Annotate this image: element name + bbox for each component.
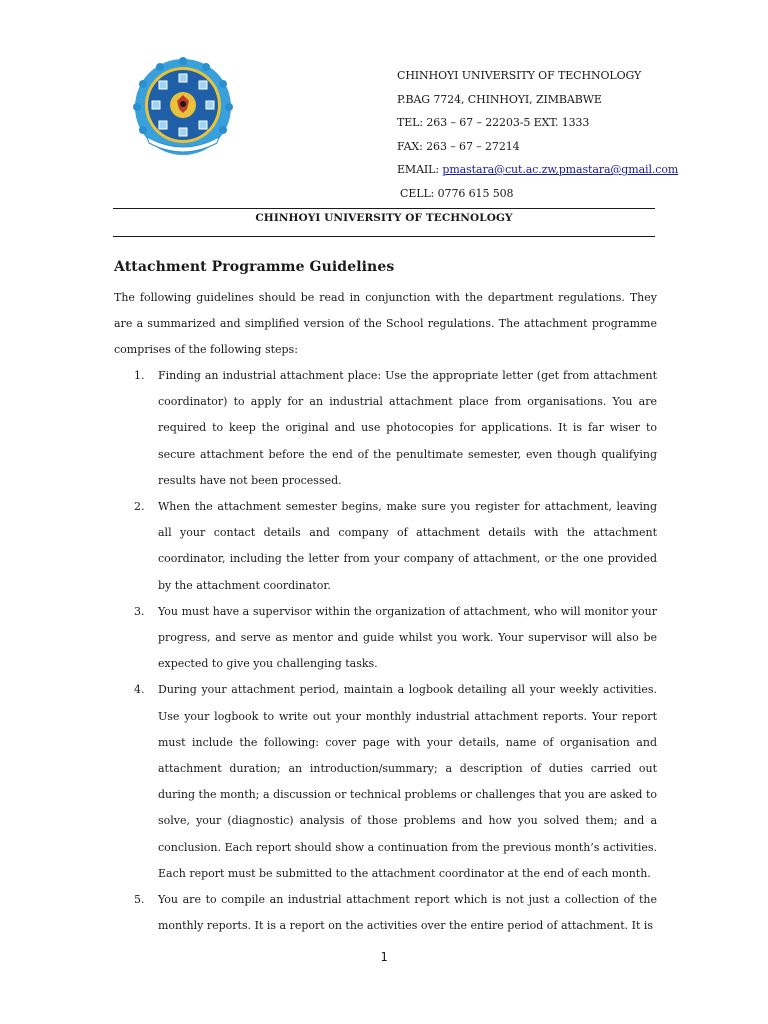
step-text: You are to compile an industrial attachment report which is not just a collection of the monthly reports. It is a report on the activities over the entire period of attachment. It is: [158, 893, 657, 933]
step-number: 5.: [134, 893, 145, 907]
list-item: [114, 677, 657, 887]
step-text: You must have a supervisor within the organization of attachment, who will monitor your progress, and serve as mentor and guide whilst you work. Your supervisor will also be expected to give you challenging tasks.: [158, 604, 657, 671]
step-number: 2.: [134, 500, 145, 514]
document-banner: CHINHOYI UNIVERSITY OF TECHNOLOGY: [255, 212, 513, 224]
contact-block: [397, 64, 678, 205]
step-number: 1.: [134, 369, 145, 382]
fax-line: FAX: 263 – 67 – 27214: [397, 139, 520, 153]
step-text: During your attachment period, maintain a logbook detailing all your weekly activities. Use your logbook to write out your monthly industrial attachment reports. Your report must include the following: cover page with your details, name of organisation and attachment duration; an introduction/summary; a description of duties carried out during the month; a discussion or technical problems or challenges that you are asked to solve, your (diagnostic) analysis of those problems and how you solved them; and a conclusion. Each report should show a continuation from the previous month’s activities. Each report must be submitted to the attachment coordinator at the end of each month.: [158, 683, 657, 880]
institution-name: CHINHOYI UNIVERSITY OF TECHNOLOGY: [397, 69, 642, 82]
step-text: When the attachment semester begins, make sure you register for attachment, leaving all your contact details and company of attachment details with the attachment coordinator, including the letter from your company of attachment, or the one provided by the attachment coordinator.: [158, 500, 657, 592]
page-title: Attachment Programme Guidelines: [114, 259, 395, 275]
list-item: [114, 887, 657, 939]
step-number: 4.: [134, 683, 145, 697]
header-bottom-rule: [113, 236, 655, 237]
header-top-rule: [113, 208, 655, 209]
email-link[interactable]: pmastara@cut.ac.zw,pmastara@gmail.com: [442, 163, 679, 176]
list-item: [114, 363, 657, 494]
email-line: [397, 158, 678, 182]
postal-address: P.BAG 7724, CHINHOYI, ZIMBABWE: [397, 92, 602, 106]
list-item: [114, 494, 657, 599]
list-item: [114, 599, 657, 678]
email-label: EMAIL:: [397, 163, 443, 176]
page-number: 1: [380, 950, 388, 964]
step-number: 3.: [134, 604, 145, 618]
steps-list: [114, 363, 657, 939]
cell-line: CELL: 0776 615 508: [400, 186, 514, 200]
telephone-line: TEL: 263 – 67 – 22203-5 EXT. 1333: [397, 116, 590, 129]
step-text: Finding an industrial attachment place: Use the appropriate letter (get from attachment coordinator) to apply for an industrial attachment place from organisations. You are required to keep the original and use photocopies for applications. It is far wiser to secure attachment before the end of the penultimate semester, even though qualifying results have not been processed.: [158, 369, 657, 487]
intro-paragraph: The following guidelines should be read in conjunction with the department regulations. They are a summarized and simplified version of the School regulations. The attachment programme comprises of the following steps:: [114, 291, 657, 357]
university-crest-icon: [133, 57, 233, 157]
